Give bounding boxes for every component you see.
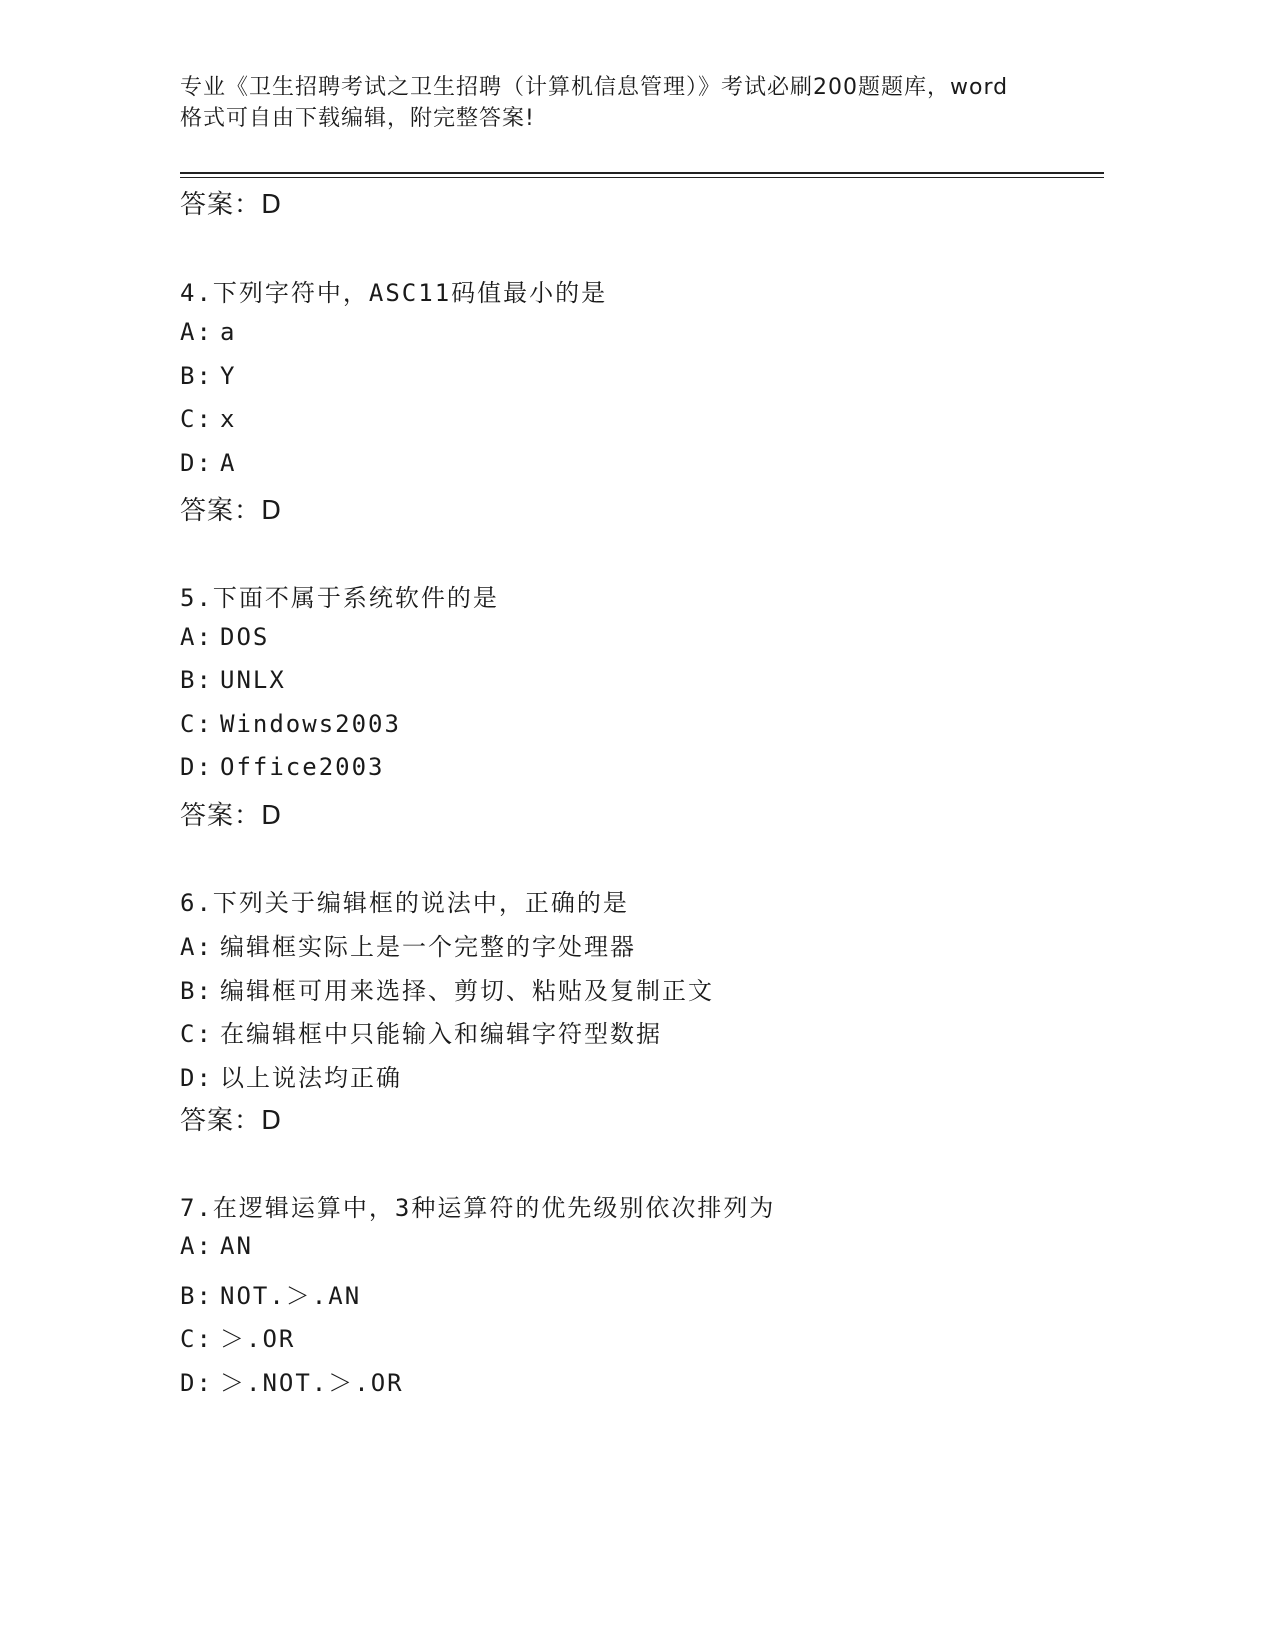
option-key: B: — [180, 977, 213, 1005]
question-6-option-a — [180, 927, 636, 962]
question-7-option-c — [180, 1319, 295, 1354]
header-line-2: 格式可自由下载编辑，附完整答案! — [180, 106, 535, 131]
option-key: A: — [180, 318, 213, 346]
option-key: C: — [180, 405, 213, 433]
answer-line: 答案：D — [180, 190, 283, 220]
option-key: C: — [180, 1020, 213, 1048]
question-7-option-a — [180, 1232, 253, 1260]
option-key: C: — [180, 1325, 213, 1353]
option-text: 在编辑框中只能输入和编辑字符型数据 — [220, 1020, 662, 1048]
option-text: ＞.OR — [220, 1325, 296, 1353]
question-5-option-b — [180, 666, 286, 694]
option-text: AN — [220, 1232, 253, 1260]
question-7-option-d — [180, 1363, 404, 1398]
question-4-option-c — [180, 405, 236, 433]
option-key: D: — [180, 753, 213, 781]
option-key: B: — [180, 1282, 213, 1310]
document-header — [180, 72, 1070, 134]
question-7-option-b — [180, 1276, 361, 1311]
question-6-title: 6.下列关于编辑框的说法中，正确的是 — [180, 889, 629, 917]
option-text: 编辑框可用来选择、剪切、粘贴及复制正文 — [220, 977, 714, 1005]
option-text: x — [220, 405, 237, 433]
option-key: B: — [180, 362, 213, 390]
question-5-answer: 答案：D — [180, 801, 283, 831]
question-5-option-a — [180, 623, 269, 651]
option-text: a — [220, 318, 237, 346]
question-6-option-b — [180, 971, 714, 1006]
question-5-option-d — [180, 753, 385, 781]
option-text: UNLX — [220, 666, 286, 694]
question-6-option-d — [180, 1058, 402, 1093]
question-4-title: 4.下列字符中，ASC11码值最小的是 — [180, 279, 608, 307]
option-text: 编辑框实际上是一个完整的字处理器 — [220, 933, 636, 961]
option-text: NOT.＞.AN — [220, 1282, 362, 1310]
question-6-option-c — [180, 1014, 662, 1049]
question-6-answer: 答案：D — [180, 1106, 283, 1136]
option-text: ＞.NOT.＞.OR — [220, 1369, 404, 1397]
question-7-title: 7.在逻辑运算中，3种运算符的优先级别依次排列为 — [180, 1194, 776, 1222]
option-key: A: — [180, 933, 213, 961]
option-key: D: — [180, 1369, 213, 1397]
option-key: D: — [180, 1064, 213, 1092]
option-text: Y — [220, 362, 237, 390]
question-5-option-c — [180, 710, 401, 738]
option-text: DOS — [220, 623, 270, 651]
option-text: Office2003 — [220, 753, 385, 781]
option-text: Windows2003 — [220, 710, 401, 738]
question-4-answer: 答案：D — [180, 496, 283, 526]
header-line-1: 专业《卫生招聘考试之卫生招聘（计算机信息管理）》考试必刷200题题库，word — [180, 75, 1009, 100]
option-key: B: — [180, 666, 213, 694]
option-text: 以上说法均正确 — [220, 1064, 402, 1092]
option-key: A: — [180, 1232, 213, 1260]
option-key: C: — [180, 710, 213, 738]
header-divider-thin — [180, 177, 1104, 178]
question-5-title: 5.下面不属于系统软件的是 — [180, 584, 499, 612]
question-4-option-a — [180, 318, 236, 346]
option-key: A: — [180, 623, 213, 651]
option-key: D: — [180, 449, 213, 477]
option-text: A — [220, 449, 237, 477]
question-4-option-d — [180, 449, 236, 477]
header-divider-thick — [180, 172, 1104, 174]
question-4-option-b — [180, 362, 236, 390]
